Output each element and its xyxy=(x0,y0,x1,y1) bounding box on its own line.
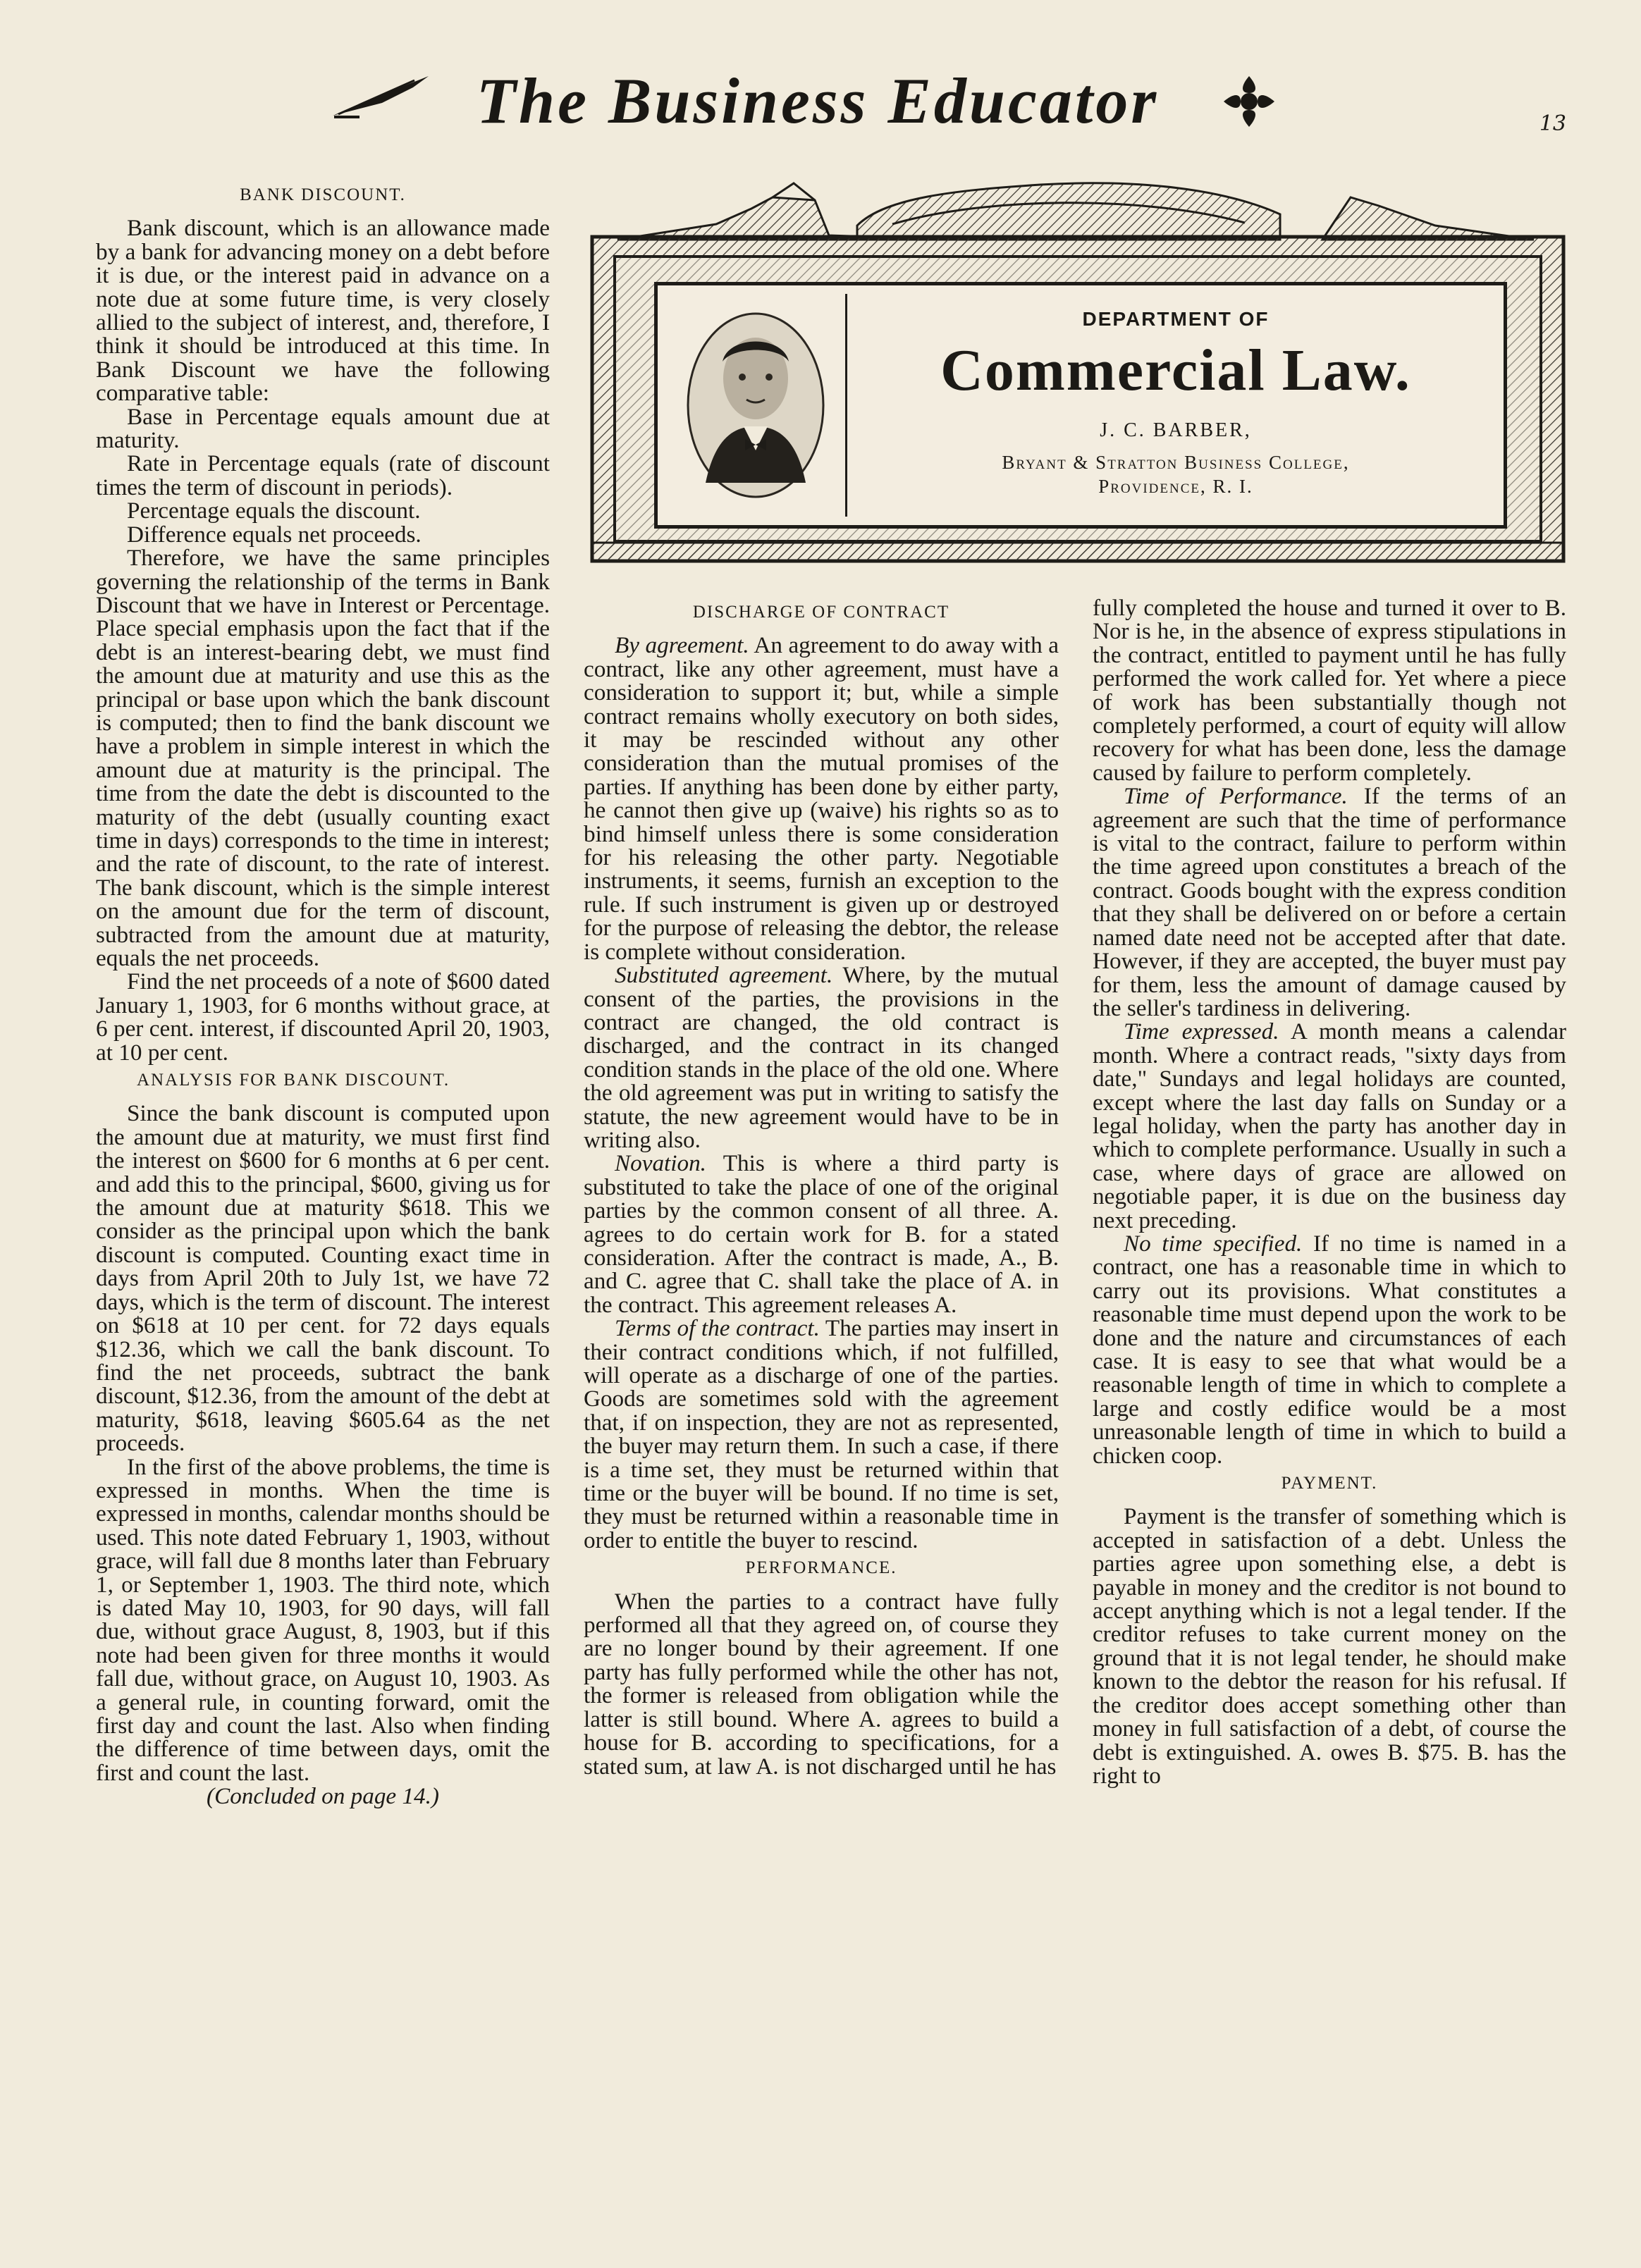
paragraph-lead: Terms of the contract. xyxy=(615,1315,820,1342)
paragraph: Bank discount, which is an allowance made by a bank for advancing money on a debt before it is due, or the interest paid in advance on a note due at some future time, is very closely allied to the subject of interest, and, therefore, I think it should be introduced at this time. In Bank Discount we have the following comparative table: xyxy=(96,215,550,407)
continuation-note: (Concluded on page 14.) xyxy=(207,1783,439,1810)
section-heading: PAYMENT. xyxy=(1281,1474,1378,1493)
paragraph xyxy=(584,634,1059,963)
section-heading: BANK DISCOUNT. xyxy=(240,185,406,204)
paragraph: Percentage equals the discount. xyxy=(127,498,421,524)
page-number: 13 xyxy=(1539,111,1566,136)
paragraph: Rate in Percentage equals (rate of discount times the term of discount in periods). xyxy=(96,450,550,500)
paragraph: Therefore, we have the same principles governing the relationship of the terms in Bank Discount that we have in Interest or Percentage. Place special emphasis upon the fact that if the debt is an interest-bearing debt, we must find the amount due at maturity and use this as the principal or base upon which the bank discount is computed; then to find the bank discount we have a problem in simple interest in which the amount due at maturity is the principal. The time from the date the debt is discounted to the maturity of the debt (usually counting exact time in days) corresponds to the time in interest; and the rate of discount, to the rate of interest. The bank discount, which is the simple interest on the amount due for the term of discount, subtracted from the amount due at maturity, equals the net proceeds. xyxy=(96,545,550,971)
paragraph: Payment is the transfer of something which is accepted in satisfaction of a debt. Unless the parties agree upon something else, a debt is payable in money and the creditor is not bound to accept anything which is not a legal tender. If the creditor refuses to take current money on the ground that it is not legal tender, he should make known to the debtor the reason for his refusal. If the creditor does accept something other than money in full satisfaction of a debt, of course the debt is extinguished. A. owes B. $75. B. has the right to xyxy=(1093,1503,1566,1789)
paragraph-text: If the terms of an agreement are such that the time of performance is vital to the contract, failure to perform within the time agreed upon constitutes a breach of the contract. Goods bought with the express condition that they shall be delivered on or before a certain named date need not be accepted after that date. However, if they are accepted, the buyer must pay for them, less the amount of damage caused by the seller's tardiness in delivering. xyxy=(1093,783,1566,1021)
department-panel xyxy=(654,282,1507,529)
department-title: Commercial Law. xyxy=(940,338,1411,403)
paragraph-lead: Novation. xyxy=(615,1150,706,1177)
paragraph-text: This is where a third party is substituted to take the place of one of the original parties by the common consent of all three. A. agrees to do certain work for B. for a stated consideration. After the contract is made, A., B. and C. agree that C. shall take the place of A. in the contract. This agreement releases A. xyxy=(584,1150,1059,1318)
portrait-image xyxy=(666,294,845,517)
paragraph-lead: Time of Performance. xyxy=(1124,783,1348,810)
paragraph: Find the net proceeds of a note of $600 dated January 1, 1903, for 6 months without grace, at 6 per cent. interest, if discounted April 20, 1903, at 10 per cent. xyxy=(96,968,550,1066)
paragraph xyxy=(1093,1020,1566,1232)
paragraph xyxy=(584,1317,1059,1552)
column-discharge-of-contract xyxy=(584,596,1059,1778)
paragraph-text: Where, by the mutual consent of the parties, the provisions in the contract are changed, the old contract is discharged, and the contract in its changed condition stands in the place of the old one. Where the old agreement was put in writing to satisfy the statute, the new agreement would have to be in writing also. xyxy=(584,962,1059,1153)
author-school: Bryant & Stratton Business College, xyxy=(1002,452,1350,473)
paragraph: fully completed the house and turned it over to B. Nor is he, in the absence of express stipulations in the contract, entitled to payment until he has fully performed the work called for. Yet where a piece of work has been substantially though not completely performed, a court of equity will allow recovery for what has been done, less the damage caused by failure to perform completely. xyxy=(1093,595,1566,786)
department-label: DEPARTMENT OF xyxy=(1082,308,1270,330)
column-bank-discount xyxy=(96,179,550,1808)
paragraph: Since the bank discount is computed upon the amount due at maturity, we must first find the interest on $600 for 6 months at 6 per cent. and add this to the principal, $600, giving us for the amount due at maturity $618. This we consider as the principal upon which the bank discount is computed. Counting exact time in days from April 20th to July 1st, we have 72 days, which is the term of discount. The interest on $618 at 10 per cent. for 72 days equals $12.36, which we call the bank discount. To find the net proceeds, subtract the bank discount, $12.36, from the amount of the debt at maturity, $618, leaving $605.64 as the net proceeds. xyxy=(96,1100,550,1457)
paragraph-lead: By agreement. xyxy=(615,632,749,659)
masthead-title: The Business Educator xyxy=(476,65,1160,137)
paragraph: Difference equals net proceeds. xyxy=(127,521,422,548)
paragraph xyxy=(584,1152,1059,1317)
department-header xyxy=(589,169,1566,571)
paragraph-lead: Substituted agreement. xyxy=(615,962,833,989)
paragraph xyxy=(584,963,1059,1152)
paragraph-text: An agreement to do away with a contract, like any other agreement, must have a consideration to support it; but, while a simple contract remains wholly executory on both sides, it may be rescinded without any other consideration than the mutual promises of the parties. If anything has been done by either party, he cannot then give up (waive) his rights so as to bind himself unless there is some consideration for his releasing the other party. Negotiable instruments, it seems, furnish an exception to the rule. If such instrument is given up or destroyed for the purpose of releasing the debtor, the release is complete without consideration. xyxy=(584,632,1059,965)
paragraph xyxy=(1093,1232,1566,1467)
section-heading: DISCHARGE OF CONTRACT xyxy=(692,603,950,622)
paragraph: Base in Percentage equals amount due at maturity. xyxy=(96,403,550,454)
section-heading: PERFORMANCE. xyxy=(745,1558,897,1578)
quill-pen-icon xyxy=(330,72,436,121)
author-city: Providence, R. I. xyxy=(1098,476,1253,497)
paragraph-lead: No time specified. xyxy=(1124,1230,1303,1257)
fleuron-icon xyxy=(1221,73,1277,130)
paragraph: When the parties to a contract have fully performed all that they agreed on, of course they are no longer bound by their agreement. If one party has fully performed while the other has not, the former is released from obligation while the latter is still bound. Where A. agrees to build a house for B. according to specifications, for a stated sum, at law A. is not discharged until he has xyxy=(584,1588,1059,1780)
paragraph xyxy=(1093,784,1566,1020)
column-performance-payment xyxy=(1093,596,1566,1787)
paragraph-text: If no time is named in a contract, one has a reasonable time in which to carry out its provisions. What constitutes a reasonable time must depend upon the work to be done and the nature and circumstances of each case. It is easy to see that what would be a reasonable length of time in which to complete a large and costly edifice would be a most unreasonable length of time in which to build a chicken coop. xyxy=(1093,1230,1567,1469)
author-name: J. C. BARBER, xyxy=(1100,419,1252,441)
section-heading: ANALYSIS FOR BANK DISCOUNT. xyxy=(137,1071,450,1090)
author-portrait xyxy=(666,294,847,517)
paragraph: In the first of the above problems, the time is expressed in months. When the time is expressed in months, calendar months should be used. This note dated February 1, 1903, without grace, will fall due 8 months later than February 1, or September 1, 1903. The third note, which is dated May 10, 1903, for 90 days, will fall due, without grace August, 8, 1903, but if this note had been given for three months it would fall due, without grace, on August 10, 1903. As a general rule, in counting forward, omit the first day and count the last. Also when finding the difference of time between days, omit the first and count the last. xyxy=(96,1453,550,1786)
masthead xyxy=(0,49,1641,155)
paragraph-text: A month means a calendar month. Where a contract reads, "sixty days from date," Sundays and legal holidays are counted, except where the last day falls on Sunday or a legal holiday, when the party has another day in which to complete performance. Usually in such a case, where days of grace are allowed on negotiable paper, it is due on the business day next preceding. xyxy=(1093,1018,1567,1233)
paragraph-lead: Time expressed. xyxy=(1124,1018,1279,1045)
paragraph-text: The parties may insert in their contract conditions which, if not fulfilled, will operate as a discharge of one of the parties. Goods are sometimes sold with the agreement that, if on inspection, they are not as represented, the buyer may return them. In such a case, if there is a time set, they must be returned within that time or the buyer will be bound. If no time is set, they must be returned within a reasonable time in order to entitle the buyer to rescind. xyxy=(584,1315,1059,1553)
